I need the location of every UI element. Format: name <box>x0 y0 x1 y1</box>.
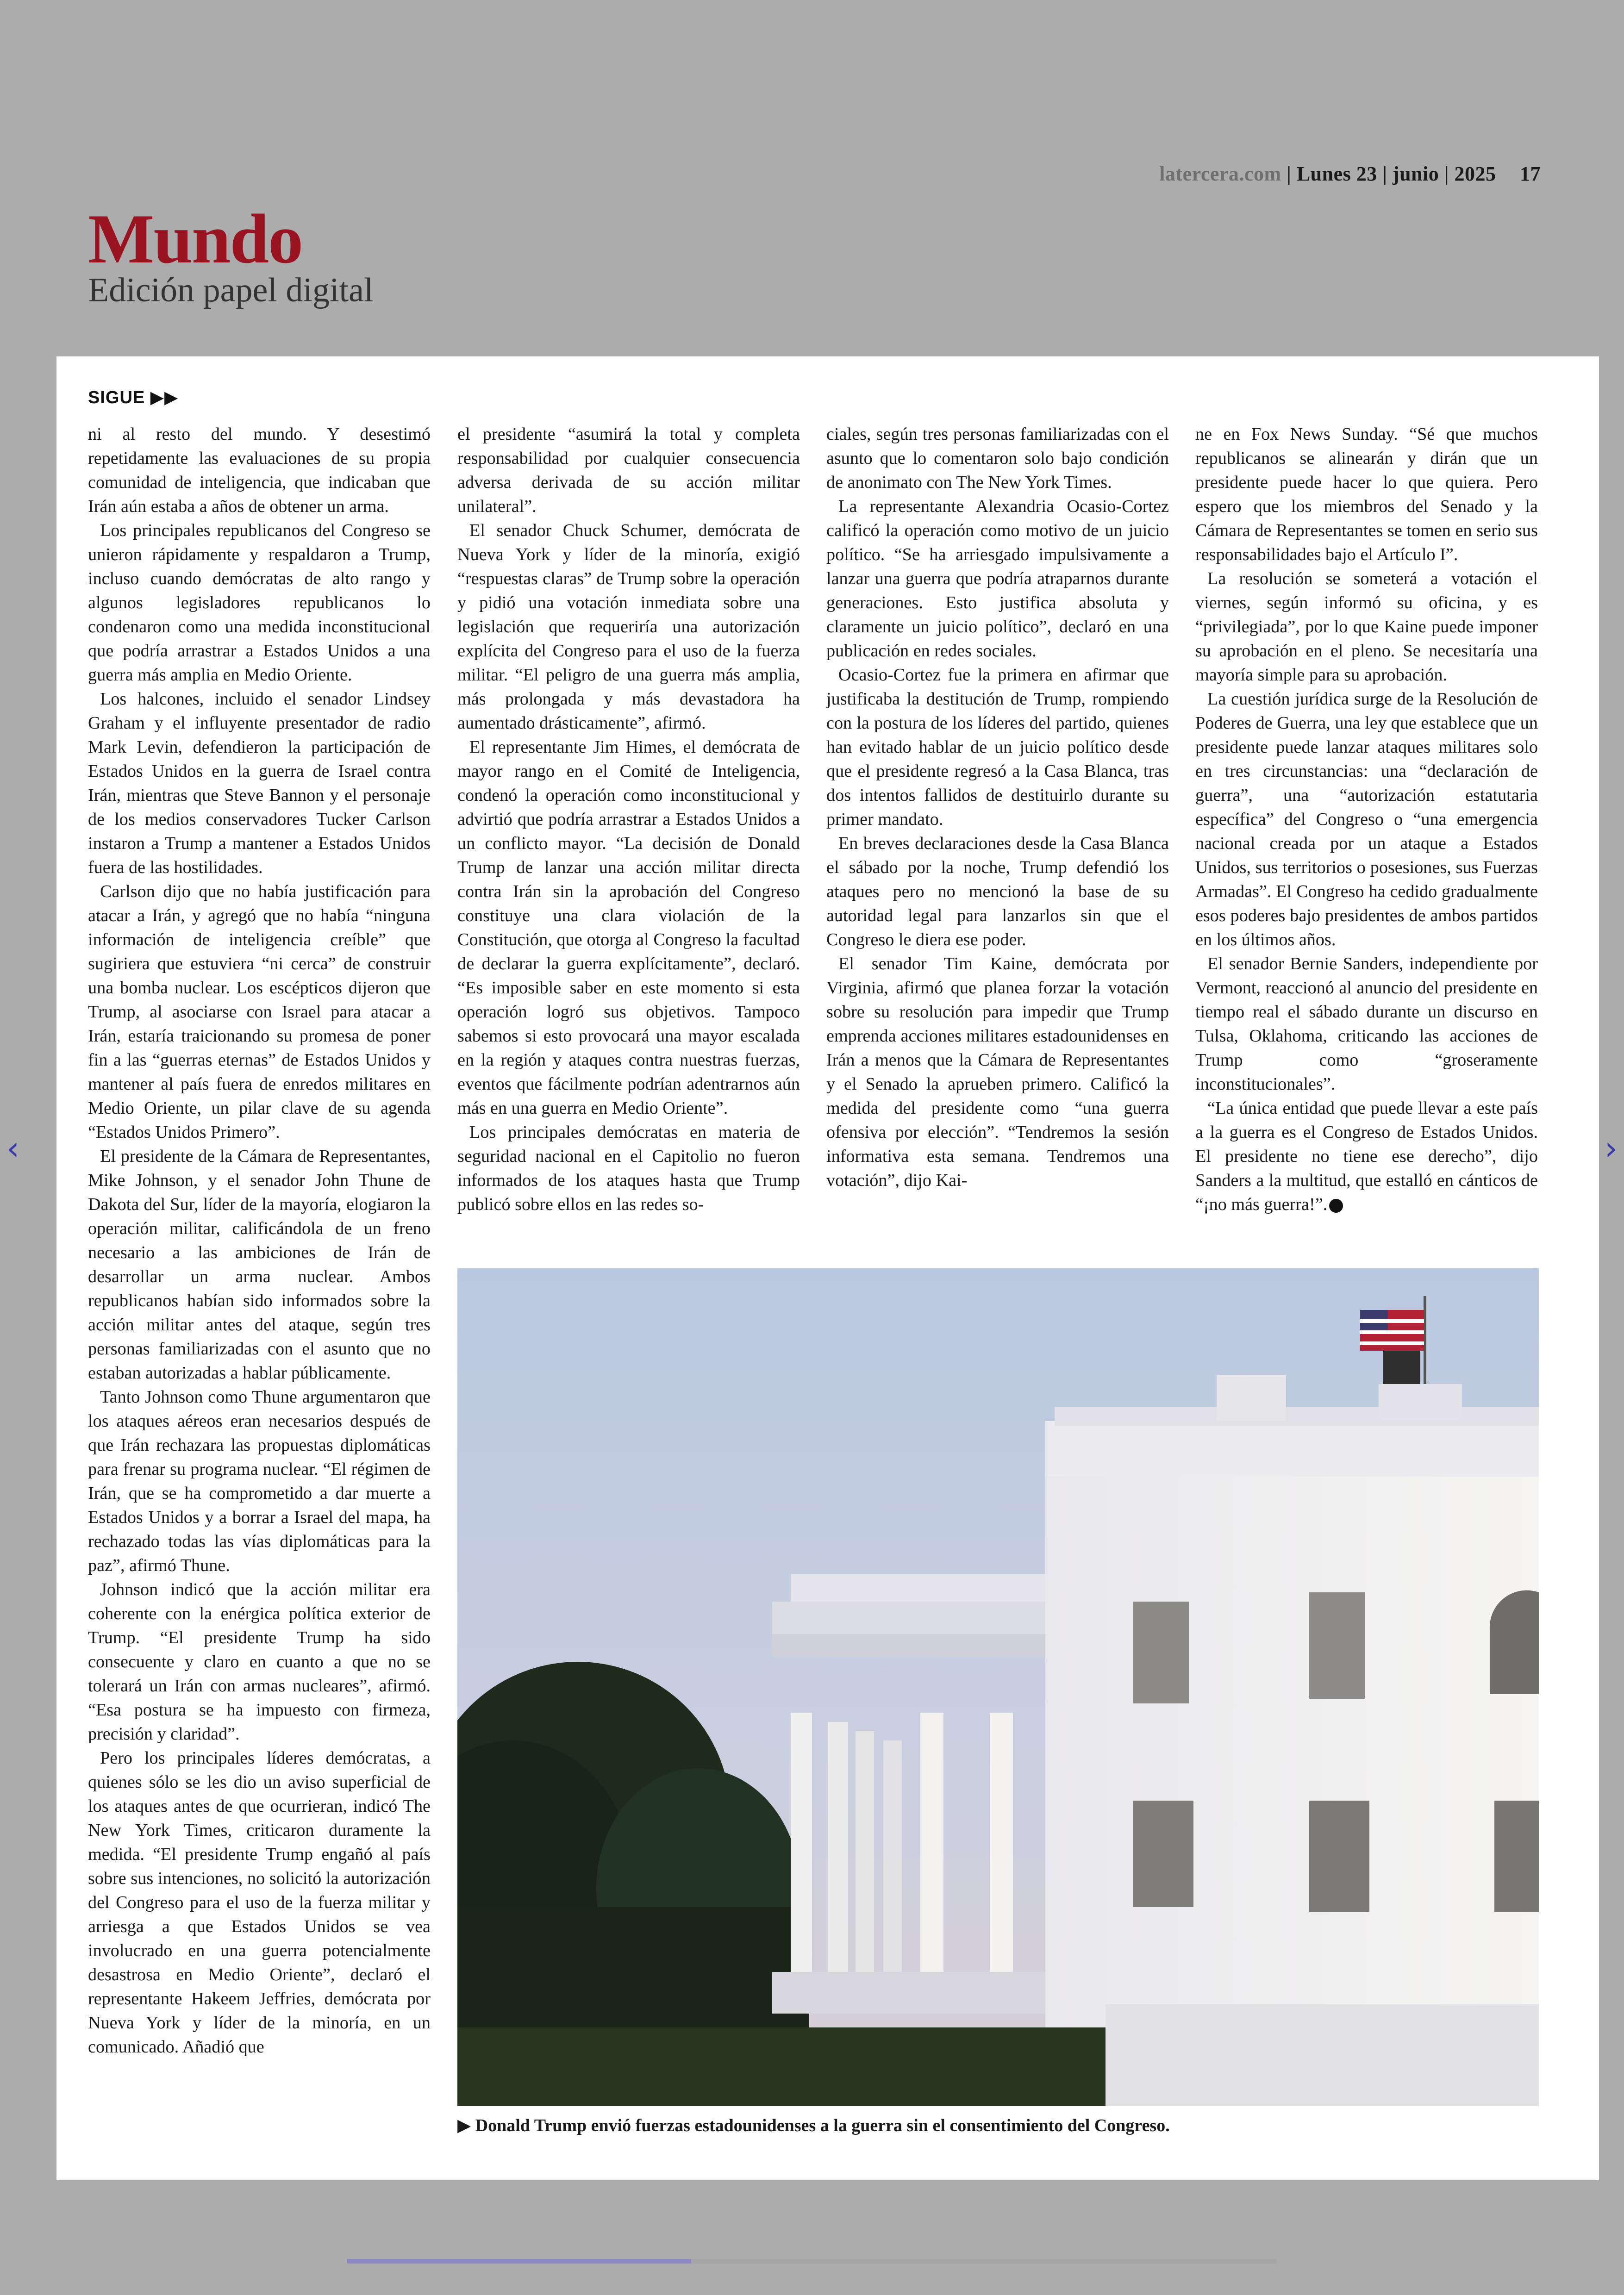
article-column-1 <box>88 422 431 2107</box>
reading-progress-fill <box>347 2259 691 2264</box>
header-month: junio <box>1392 162 1439 185</box>
article-paragraph: La representante Alexandria Ocasio-Cortez calificó la operación como motivo de un juicio político. “Se ha arriesgado impulsivamente a lanzar una guerra que podría atraparnos durante generaciones. Esto justifica absoluta y claramente un juicio político”, declaró en una publicación en redes sociales. <box>826 497 1169 661</box>
article-paragraph: “La única entidad que puede llevar a este país a la guerra es el Congreso de Estados Unidos. El presidente no tiene ese derecho”, dijo Sanders a la multitud, que estalló en cánticos de “¡no más guerra!”. <box>1195 1098 1538 1214</box>
section-title: Mundo <box>88 200 303 278</box>
article-paragraph: El representante Jim Himes, el demócrata de mayor rango en el Comité de Inteligencia, condenó la operación como inconstitucional y advirtió que podría arrastrar a Estados Unidos a un conflicto mayor. “La decisión de Donald Trump de lanzar una acción militar directa contra Irán sin la aprobación del Congreso constituye una clara violación de la Constitución, que otorga al Congreso la facultad de declarar la guerra explícitamente”, declaró. “Es imposible saber en este momento si esta operación logró sus objetivos. Tampoco sabemos si esto provocará una mayor escalada en la región y ataques contra nuestras fuerzas, eventos que fácilmente podrían adentrarnos aún más en una guerra en Medio Oriente”. <box>457 737 800 1118</box>
article-paragraph: En breves declaraciones desde la Casa Blanca el sábado por la noche, Trump defendió los ataques pero no mencionó la base de su autoridad legal para lanzarlos sin que el Congreso le diera ese poder. <box>826 834 1169 949</box>
article-paragraph: Los principales republicanos del Congreso se unieron rápidamente y respaldaron a Trump, incluso cuando demócratas de alto rango y algunos legisladores republicanos lo condenaron como una medida inconstitucional que podría arrastrar a Estados Unidos a una guerra más amplia en Medio Oriente. <box>88 521 431 685</box>
article-paragraph: Los principales demócratas en materia de seguridad nacional en el Capitolio no fueron informados de los ataques hasta que Trump publicó sobre ellos en las redes so- <box>457 1123 800 1214</box>
article-paragraph: La resolución se someterá a votación el viernes, según informó su oficina, y es “privilegiada”, por lo que Kaine puede imponer su aprobación en el pleno. Se necesitaría una mayoría simple para su aprobación. <box>1195 569 1538 685</box>
article-paragraph: ni al resto del mundo. Y desestimó repetidamente las evaluaciones de su propia comunidad de inteligencia, que indicaban que Irán aún estaba a años de obtener un arma. <box>88 424 431 516</box>
article-column-4 <box>1195 422 1538 1223</box>
article-paragraph: ne en Fox News Sunday. “Sé que muchos republicanos se alinearán y dirán que un presidente puede hacer lo que quiera. Pero espero que los miembros del Senado y la Cámara de Representantes se tomen en serio sus responsabilidades bajo el Artículo I”. <box>1195 424 1538 564</box>
article-paragraph: Ocasio-Cortez fue la primera en afirmar que justificaba la destitución de Trump, rompiendo con la postura de los líderes del partido, quienes han evitado hablar de un juicio político desde que el presidente regresó a la Casa Blanca, tras dos intentos fallidos de destituirlo durante su primer mandato. <box>826 665 1169 829</box>
article-paragraph: Tanto Johnson como Thune argumentaron que los ataques aéreos eran necesarios después de que Irán rechazara las propuestas diplomáticas para frenar su programa nuclear. “El régimen de Irán, que se ha comprometido a dar muerte a Estados Unidos y a borrar a Israel del mapa, ha rechazado todas las vías diplomáticas para la paz”, afirmó Thune. <box>88 1387 431 1575</box>
article-paragraph: El senador Chuck Schumer, demócrata de Nueva York y líder de la minoría, exigió “respuestas claras” de Trump sobre la operación y pidió una votación inmediata sobre una legislación que requeriría una autorización explícita del Congreso para el uso de la fuerza militar. “El peligro de una guerra más amplia, más prolongada y más devastadora ha aumentado drásticamente”, afirmó. <box>457 521 800 733</box>
article-paragraph: Carlson dijo que no había justificación para atacar a Irán, y agregó que no había “ninguna información de inteligencia creíble” que sugiriera que estuviera “ni cerca” de construir una bomba nuclear. Los escépticos dijeron que Trump, al asociarse con Israel para atacar a Irán, estaría traicionando su promesa de poner fin a las “guerras eternas” de Estados Unidos y mantener al país fuera de enredos militares en Medio Oriente, un pilar clave de su agenda “Estados Unidos Primero”. <box>88 882 431 1142</box>
page-number: 17 <box>1520 162 1541 185</box>
article-end-mark <box>1329 1199 1343 1213</box>
previous-page-arrow-icon[interactable]: ‹ <box>6 1129 19 1167</box>
article-paragraph: ciales, según tres personas familiarizadas con el asunto que lo comentaron solo bajo condición de anonimato con The New York Times. <box>826 424 1169 492</box>
article-paragraph: La cuestión jurídica surge de la Resolución de Poderes de Guerra, una ley que establece que un presidente puede lanzar ataques militares solo en tres circunstancias: una “declaración de guerra”, una “autorización estatutaria específica” del Congreso o “una emergencia nacional creada por un ataque a Estados Unidos, sus territorios o posesiones, sus Fuerzas Armadas”. El Congreso ha cedido gradualmente esos poderes bajo presidentes de ambos partidos en los últimos años. <box>1195 689 1538 949</box>
article-paragraph: El presidente de la Cámara de Representantes, Mike Johnson, y el senador John Thune de Dakota del Sur, líder de la mayoría, elogiaron la operación militar, calificándola de un freno necesario a las ambiciones de Irán de desarrollar un arma nuclear. Ambos republicanos habían sido informados sobre la acción militar antes del ataque, según tres personas familiarizadas con el asunto que no estaban autorizadas a hablar públicamente. <box>88 1147 431 1383</box>
article-paragraph: El senador Tim Kaine, demócrata por Virginia, afirmó que planea forzar la votación sobre su resolución para impedir que Trump emprenda acciones militares estadounidenses en Irán a menos que la Cámara de Representantes y el Senado la aprueben primero. Calificó la medida del presidente como “una guerra ofensiva por elección”. “Tendremos la sesión informativa esta semana. Tendremos una votación”, dijo Kai- <box>826 954 1169 1190</box>
site-name: latercera.com <box>1159 162 1281 185</box>
article-column-3 <box>826 422 1169 1223</box>
header-line: latercera.com | Lunes 23 | junio | 2025 17 <box>1159 162 1541 185</box>
header-year: 2025 <box>1454 162 1496 185</box>
newspaper-page <box>56 356 1599 2180</box>
next-page-arrow-icon[interactable]: › <box>1605 1129 1618 1167</box>
reading-progress-bar[interactable] <box>347 2259 1277 2264</box>
article-paragraph: el presidente “asumirá la total y completa responsabilidad por cualquier consecuencia adversa derivada de su acción militar unilateral”. <box>457 424 800 516</box>
article-paragraph: El senador Bernie Sanders, independiente por Vermont, reaccionó al anuncio del presidente en tiempo real el sábado durante un discurso en Tulsa, Oklahoma, criticando las acciones de Trump como “groseramente inconstitucionales”. <box>1195 954 1538 1094</box>
photo-caption: ▶ Donald Trump envió fuerzas estadounidenses a la guerra sin el consentimiento del Congreso. <box>457 2116 1170 2135</box>
article-column-2 <box>457 422 800 1223</box>
white-house-photo <box>457 1268 1539 2106</box>
header-day: Lunes 23 <box>1296 162 1377 185</box>
article-paragraph: Los halcones, incluido el senador Lindsey Graham y el influyente presentador de radio Mark Levin, defendieron la participación de Estados Unidos en la guerra de Israel contra Irán, mientras que Steve Bannon y el personaje de los medios conservadores Tucker Carlson instaron a Trump a mantener a Estados Unidos fuera de las hostilidades. <box>88 689 431 877</box>
article-paragraph: Johnson indicó que la acción militar era coherente con la enérgica política exterior de Trump. “El presidente Trump ha sido consecuente y claro en cuanto a que no se tolerará un Irán con armas nucleares”, afirmó. “Esa postura se ha impuesto con firmeza, precisión y claridad”. <box>88 1580 431 1744</box>
continues-label: SIGUE ▶▶ <box>88 388 179 407</box>
section-subtitle: Edición papel digital <box>88 271 374 309</box>
article-paragraph: Pero los principales líderes demócratas, a quienes sólo se les dio un aviso superficial de los ataques antes de que ocurrieran, indicó The New York Times, criticaron duramente la medida. “El presidente Trump engañó al país sobre sus intenciones, no solicitó la autorización del Congreso para el uso de la fuerza militar y arriesga a que Estados Unidos se vea involucrado en una guerra potencialmente desastrosa en Medio Oriente”, declaró el representante Hakeem Jeffries, demócrata por Nueva York y líder de la minoría, en un comunicado. Añadió que <box>88 1748 431 2057</box>
